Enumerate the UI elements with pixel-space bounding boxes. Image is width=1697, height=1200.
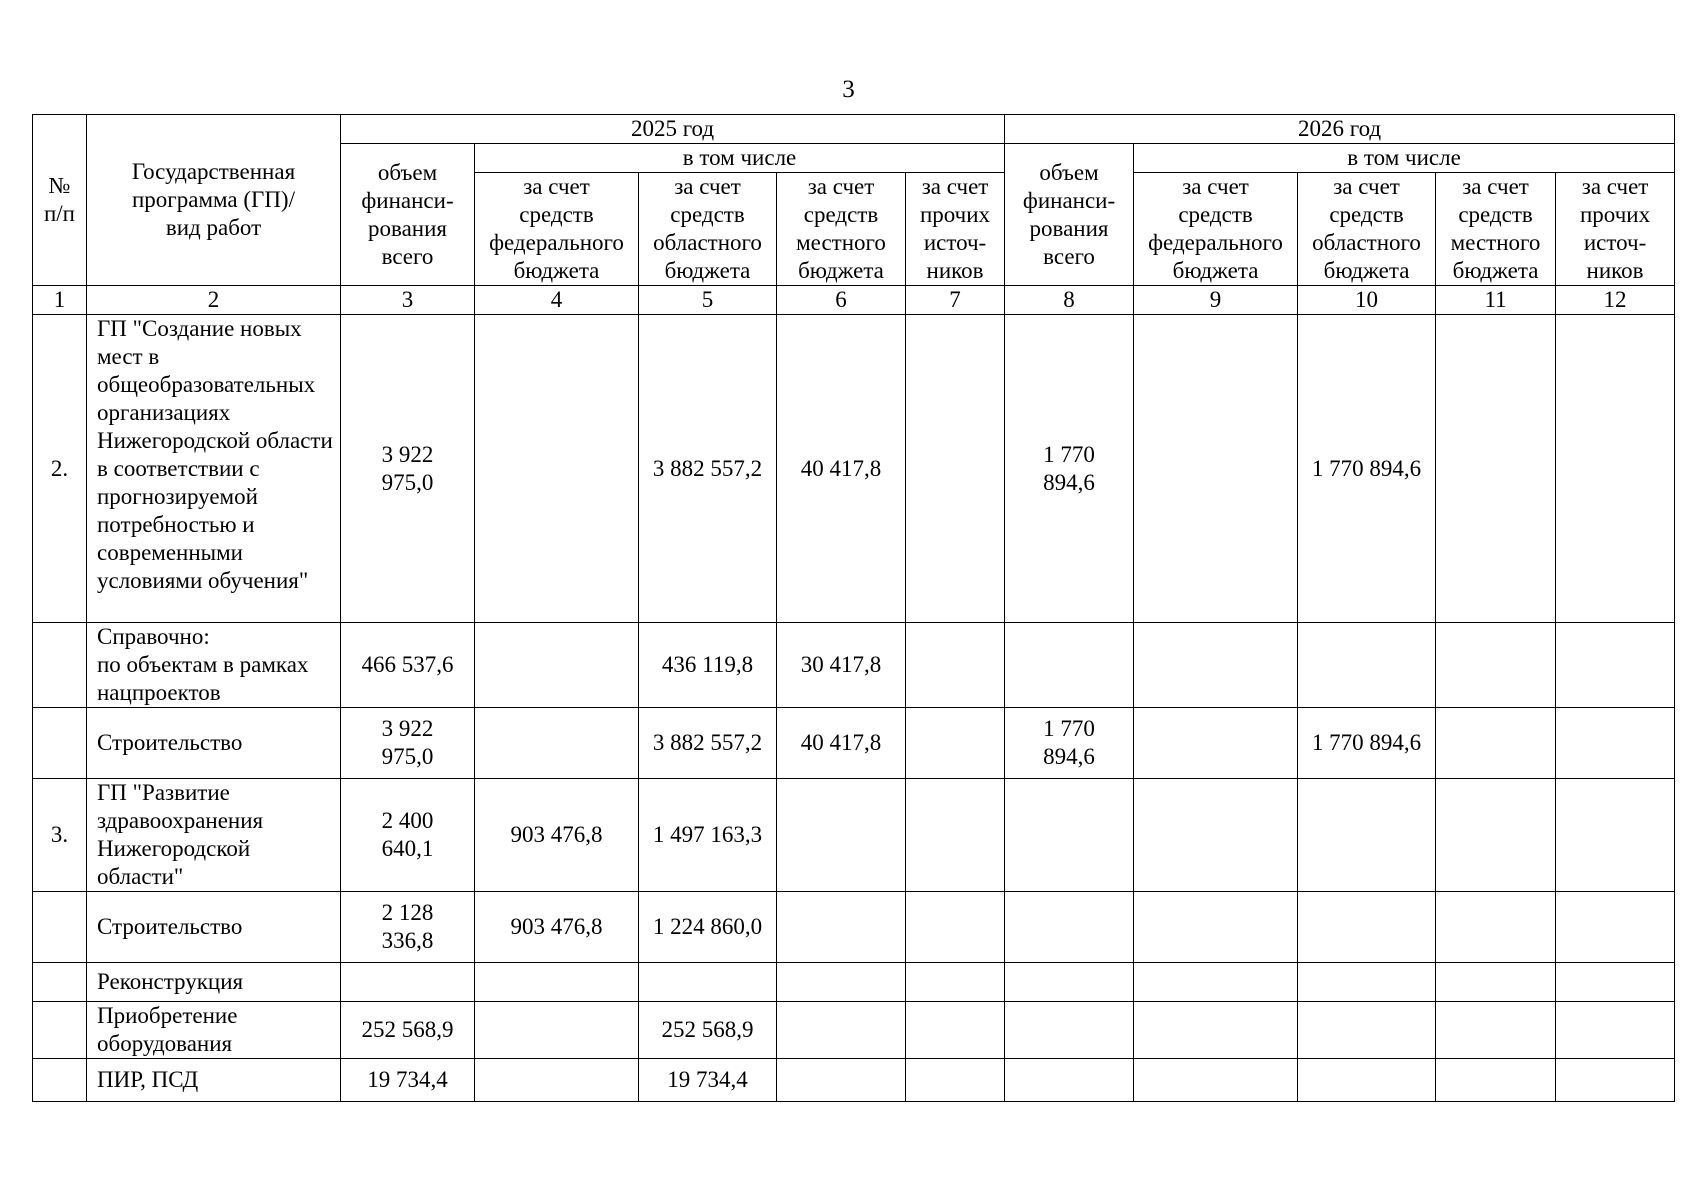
row-name: Реконструкция [87,963,341,1002]
row-name: Справочно: по объектам в рамках нацпроектов [87,623,341,708]
cell-2026-federal [1134,963,1298,1002]
cell-2026-other [1556,708,1675,779]
row-number [33,1002,87,1059]
column-number: 11 [1436,286,1556,315]
cell-2025-regional: 3 882 557,2 [639,315,777,623]
cell-2026-regional [1298,892,1436,963]
header-row-years [33,115,1675,144]
header-2026-other: за счет прочих источ- ников [1556,173,1675,286]
cell-2026-other [1556,779,1675,892]
cell-2025-federal [475,1059,639,1102]
cell-2025-regional: 436 119,8 [639,623,777,708]
header-2026-including: в том числе [1134,144,1675,173]
cell-2026-total [1005,963,1134,1002]
cell-2025-regional [639,963,777,1002]
row-name: ГП "Создание новых мест в общеобразовательных организациях Нижегородской области в соответствии с прогнозируемой потребностью и современными условиями обучения" [87,315,341,623]
column-number: 7 [906,286,1005,315]
header-2025-regional: за счет средств областного бюджета [639,173,777,286]
row-number: 3. [33,779,87,892]
cell-2026-regional: 1 770 894,6 [1298,708,1436,779]
cell-2026-federal [1134,779,1298,892]
cell-2025-other [906,708,1005,779]
cell-2025-total: 2 128 336,8 [341,892,475,963]
cell-2026-federal [1134,708,1298,779]
table-row [33,892,1675,963]
cell-2025-federal [475,623,639,708]
cell-2025-total: 252 568,9 [341,1002,475,1059]
cell-2026-total [1005,892,1134,963]
cell-2025-local: 40 417,8 [777,315,906,623]
header-2025-including: в том числе [475,144,1005,173]
cell-2025-other [906,623,1005,708]
header-2026-local: за счет средств местного бюджета [1436,173,1556,286]
column-number: 8 [1005,286,1134,315]
cell-2026-federal [1134,892,1298,963]
cell-2026-local [1436,623,1556,708]
row-number [33,708,87,779]
cell-2025-federal: 903 476,8 [475,779,639,892]
cell-2026-federal [1134,315,1298,623]
cell-2025-local [777,779,906,892]
cell-2026-local [1436,708,1556,779]
cell-2026-regional [1298,963,1436,1002]
cell-2025-federal [475,708,639,779]
column-number: 5 [639,286,777,315]
cell-2025-local [777,892,906,963]
header-2025-total: объем финанси- рования всего [341,144,475,286]
cell-2026-total: 1 770 894,6 [1005,708,1134,779]
cell-2025-other [906,779,1005,892]
header-num: № п/п [33,115,87,286]
column-number: 1 [33,286,87,315]
cell-2026-regional: 1 770 894,6 [1298,315,1436,623]
header-2026-total: объем финанси- рования всего [1005,144,1134,286]
cell-2025-regional: 1 497 163,3 [639,779,777,892]
cell-2026-total [1005,1002,1134,1059]
table-row [33,963,1675,1002]
row-number [33,963,87,1002]
cell-2025-total: 2 400 640,1 [341,779,475,892]
header-year-2026: 2026 год [1005,115,1675,144]
cell-2025-federal: 903 476,8 [475,892,639,963]
cell-2025-total [341,963,475,1002]
cell-2026-local [1436,779,1556,892]
cell-2025-total: 19 734,4 [341,1059,475,1102]
cell-2026-federal [1134,1059,1298,1102]
cell-2025-regional: 19 734,4 [639,1059,777,1102]
column-number: 6 [777,286,906,315]
cell-2026-local [1436,1059,1556,1102]
cell-2025-local: 30 417,8 [777,623,906,708]
page-number: 3 [842,76,855,103]
cell-2026-federal [1134,623,1298,708]
cell-2026-total [1005,623,1134,708]
cell-2026-total: 1 770 894,6 [1005,315,1134,623]
row-number [33,1059,87,1102]
column-number: 9 [1134,286,1298,315]
column-number: 2 [87,286,341,315]
cell-2026-regional [1298,623,1436,708]
cell-2025-regional: 252 568,9 [639,1002,777,1059]
row-number [33,892,87,963]
column-number: 4 [475,286,639,315]
cell-2025-local: 40 417,8 [777,708,906,779]
row-name: ПИР, ПСД [87,1059,341,1102]
financing-table [32,114,1675,1102]
cell-2025-federal [475,315,639,623]
cell-2026-local [1436,963,1556,1002]
column-number-row [33,286,1675,315]
cell-2025-local [777,1002,906,1059]
cell-2025-total: 3 922 975,0 [341,315,475,623]
column-number: 10 [1298,286,1436,315]
cell-2025-local [777,1059,906,1102]
column-number: 3 [341,286,475,315]
cell-2026-regional [1298,779,1436,892]
cell-2026-total [1005,1059,1134,1102]
table-row [33,315,1675,623]
cell-2026-other [1556,892,1675,963]
cell-2025-other [906,963,1005,1002]
cell-2026-regional [1298,1002,1436,1059]
header-program: Государственная программа (ГП)/ вид работ [87,115,341,286]
cell-2025-total: 466 537,6 [341,623,475,708]
header-2025-federal: за счет средств федерального бюджета [475,173,639,286]
cell-2025-regional: 3 882 557,2 [639,708,777,779]
cell-2026-regional [1298,1059,1436,1102]
cell-2026-total [1005,779,1134,892]
cell-2026-other [1556,315,1675,623]
cell-2026-local [1436,315,1556,623]
row-number [33,623,87,708]
table-row [33,779,1675,892]
cell-2026-other [1556,623,1675,708]
row-name: Приобретение оборудования [87,1002,341,1059]
row-number: 2. [33,315,87,623]
cell-2025-other [906,1002,1005,1059]
table-row [33,623,1675,708]
header-year-2025: 2025 год [341,115,1005,144]
table-row [33,708,1675,779]
table-row [33,1059,1675,1102]
cell-2025-other [906,892,1005,963]
header-2026-federal: за счет средств федерального бюджета [1134,173,1298,286]
cell-2026-other [1556,1059,1675,1102]
cell-2026-other [1556,1002,1675,1059]
cell-2026-local [1436,892,1556,963]
table-row [33,1002,1675,1059]
cell-2025-regional: 1 224 860,0 [639,892,777,963]
cell-2025-federal [475,1002,639,1059]
cell-2025-local [777,963,906,1002]
cell-2026-local [1436,1002,1556,1059]
header-2026-regional: за счет средств областного бюджета [1298,173,1436,286]
cell-2025-other [906,315,1005,623]
header-2025-other: за счет прочих источ- ников [906,173,1005,286]
cell-2025-other [906,1059,1005,1102]
column-number: 12 [1556,286,1675,315]
cell-2026-other [1556,963,1675,1002]
row-name: Строительство [87,892,341,963]
cell-2026-federal [1134,1002,1298,1059]
row-name: Строительство [87,708,341,779]
row-name: ГП "Развитие здравоохранения Нижегородской области" [87,779,341,892]
cell-2025-federal [475,963,639,1002]
header-2025-local: за счет средств местного бюджета [777,173,906,286]
cell-2025-total: 3 922 975,0 [341,708,475,779]
